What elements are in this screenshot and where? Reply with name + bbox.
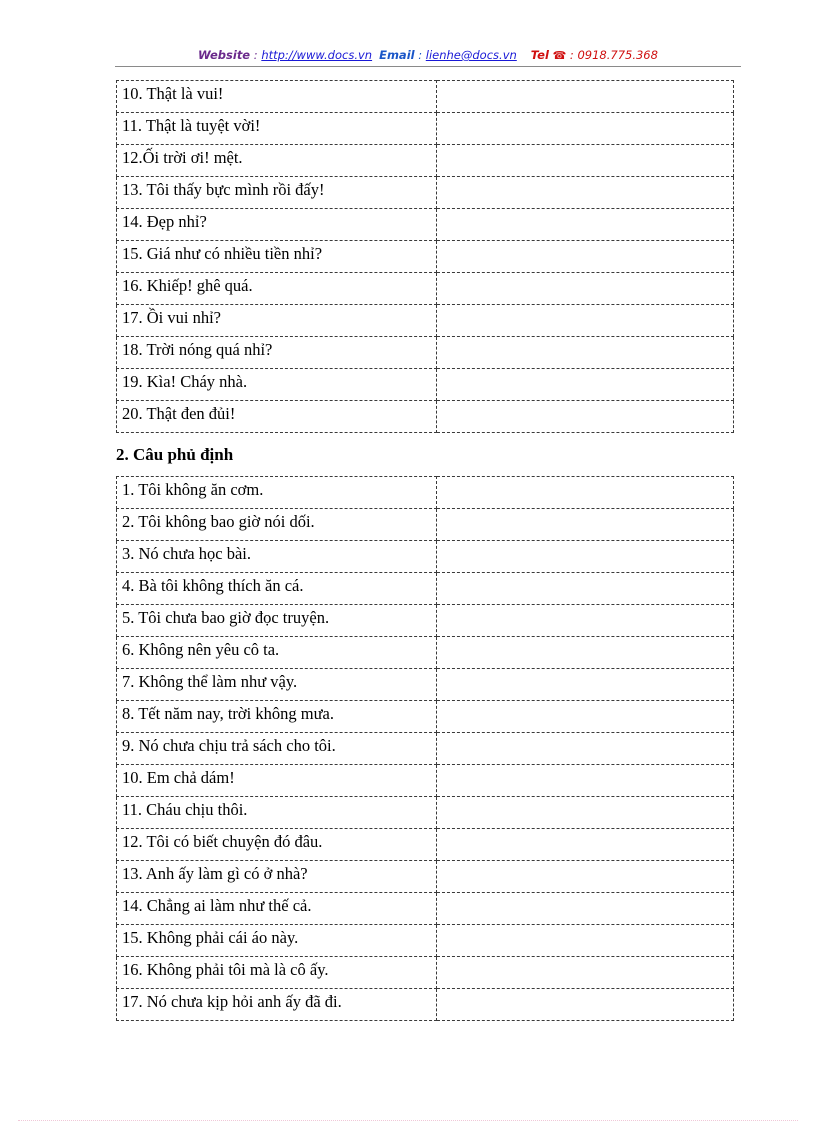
answer-cell[interactable] bbox=[437, 337, 734, 369]
table-row bbox=[117, 177, 734, 209]
answer-cell[interactable] bbox=[437, 605, 734, 637]
answer-cell[interactable] bbox=[437, 81, 734, 113]
table-row bbox=[117, 861, 734, 893]
sentence-cell: 18. Trời nóng quá nhỉ? bbox=[117, 337, 437, 369]
table-row bbox=[117, 893, 734, 925]
sentence-cell: 15. Giá như có nhiều tiền nhỉ? bbox=[117, 241, 437, 273]
sentence-cell: 16. Khiếp! ghê quá. bbox=[117, 273, 437, 305]
answer-cell[interactable] bbox=[437, 241, 734, 273]
answer-cell[interactable] bbox=[437, 989, 734, 1021]
table-row bbox=[117, 113, 734, 145]
table-row bbox=[117, 477, 734, 509]
email-label: Email bbox=[379, 48, 415, 62]
answer-cell[interactable] bbox=[437, 369, 734, 401]
table-row bbox=[117, 337, 734, 369]
sentence-cell: 10. Thật là vui! bbox=[117, 81, 437, 113]
email-separator: : bbox=[414, 48, 426, 62]
table-row bbox=[117, 925, 734, 957]
page-bottom-divider bbox=[18, 1120, 798, 1121]
table-row bbox=[117, 765, 734, 797]
website-separator: : bbox=[250, 48, 262, 62]
table-row bbox=[117, 605, 734, 637]
answer-cell[interactable] bbox=[437, 861, 734, 893]
sentence-cell: 13. Tôi thấy bực mình rồi đấy! bbox=[117, 177, 437, 209]
sentence-cell: 15. Không phải cái áo này. bbox=[117, 925, 437, 957]
tel-separator: : bbox=[566, 48, 578, 62]
sentence-cell: 19. Kìa! Cháy nhà. bbox=[117, 369, 437, 401]
answer-cell[interactable] bbox=[437, 509, 734, 541]
sentence-cell: 11. Thật là tuyệt vời! bbox=[117, 113, 437, 145]
table-row bbox=[117, 509, 734, 541]
tel-value: 0918.775.368 bbox=[577, 48, 658, 62]
sentence-cell: 5. Tôi chưa bao giờ đọc truyện. bbox=[117, 605, 437, 637]
sentence-cell: 8. Tết năm nay, trời không mưa. bbox=[117, 701, 437, 733]
section-heading-negative: 2. Câu phủ định bbox=[116, 445, 234, 464]
table-row bbox=[117, 241, 734, 273]
answer-cell[interactable] bbox=[437, 765, 734, 797]
answer-cell[interactable] bbox=[437, 733, 734, 765]
sentence-cell: 10. Em chả dám! bbox=[117, 765, 437, 797]
phone-icon: ☎ bbox=[552, 49, 567, 62]
table-row bbox=[117, 637, 734, 669]
answer-cell[interactable] bbox=[437, 401, 734, 433]
table-row bbox=[117, 81, 734, 113]
exclamatory-sentences-table bbox=[116, 80, 734, 433]
sentence-cell: 17. Nó chưa kịp hỏi anh ấy đã đi. bbox=[117, 989, 437, 1021]
sentence-cell: 3. Nó chưa học bài. bbox=[117, 541, 437, 573]
answer-cell[interactable] bbox=[437, 541, 734, 573]
negative-sentences-table bbox=[116, 476, 734, 1021]
table-row bbox=[117, 669, 734, 701]
answer-cell[interactable] bbox=[437, 145, 734, 177]
answer-cell[interactable] bbox=[437, 477, 734, 509]
exclamatory-table-body bbox=[117, 81, 734, 433]
table-row bbox=[117, 305, 734, 337]
answer-cell[interactable] bbox=[437, 957, 734, 989]
website-link[interactable]: http://www.docs.vn bbox=[261, 48, 373, 62]
answer-cell[interactable] bbox=[437, 273, 734, 305]
table-row bbox=[117, 145, 734, 177]
answer-cell[interactable] bbox=[437, 701, 734, 733]
sentence-cell: 7. Không thể làm như vậy. bbox=[117, 669, 437, 701]
table-row bbox=[117, 541, 734, 573]
email-link[interactable]: lienhe@docs.vn bbox=[425, 48, 517, 62]
page-header bbox=[115, 44, 741, 67]
sentence-cell: 2. Tôi không bao giờ nói dối. bbox=[117, 509, 437, 541]
table-row bbox=[117, 797, 734, 829]
table-row bbox=[117, 573, 734, 605]
table-row bbox=[117, 733, 734, 765]
sentence-cell: 14. Đẹp nhỉ? bbox=[117, 209, 437, 241]
sentence-cell: 13. Anh ấy làm gì có ở nhà? bbox=[117, 861, 437, 893]
table-row bbox=[117, 401, 734, 433]
answer-cell[interactable] bbox=[437, 669, 734, 701]
answer-cell[interactable] bbox=[437, 209, 734, 241]
table-row bbox=[117, 701, 734, 733]
sentence-cell: 4. Bà tôi không thích ăn cá. bbox=[117, 573, 437, 605]
sentence-cell: 17. Ồi vui nhỉ? bbox=[117, 305, 437, 337]
website-label: Website bbox=[198, 48, 251, 62]
answer-cell[interactable] bbox=[437, 177, 734, 209]
sentence-cell: 9. Nó chưa chịu trả sách cho tôi. bbox=[117, 733, 437, 765]
sentence-cell: 12. Tôi có biết chuyện đó đâu. bbox=[117, 829, 437, 861]
answer-cell[interactable] bbox=[437, 829, 734, 861]
tel-label: Tel bbox=[530, 48, 549, 62]
sentence-cell: 6. Không nên yêu cô ta. bbox=[117, 637, 437, 669]
table-row bbox=[117, 829, 734, 861]
table-row bbox=[117, 209, 734, 241]
answer-cell[interactable] bbox=[437, 637, 734, 669]
answer-cell[interactable] bbox=[437, 925, 734, 957]
answer-cell[interactable] bbox=[437, 113, 734, 145]
table-row bbox=[117, 957, 734, 989]
answer-cell[interactable] bbox=[437, 305, 734, 337]
sentence-cell: 14. Chẳng ai làm như thế cả. bbox=[117, 893, 437, 925]
table-row bbox=[117, 369, 734, 401]
sentence-cell: 11. Cháu chịu thôi. bbox=[117, 797, 437, 829]
negative-table-body bbox=[117, 477, 734, 1021]
sentence-cell: 1. Tôi không ăn cơm. bbox=[117, 477, 437, 509]
sentence-cell: 12.Ối trời ơi! mệt. bbox=[117, 145, 437, 177]
sentence-cell: 20. Thật đen đủi! bbox=[117, 401, 437, 433]
sentence-cell: 16. Không phải tôi mà là cô ấy. bbox=[117, 957, 437, 989]
table-row bbox=[117, 989, 734, 1021]
answer-cell[interactable] bbox=[437, 893, 734, 925]
answer-cell[interactable] bbox=[437, 573, 734, 605]
answer-cell[interactable] bbox=[437, 797, 734, 829]
table-row bbox=[117, 273, 734, 305]
